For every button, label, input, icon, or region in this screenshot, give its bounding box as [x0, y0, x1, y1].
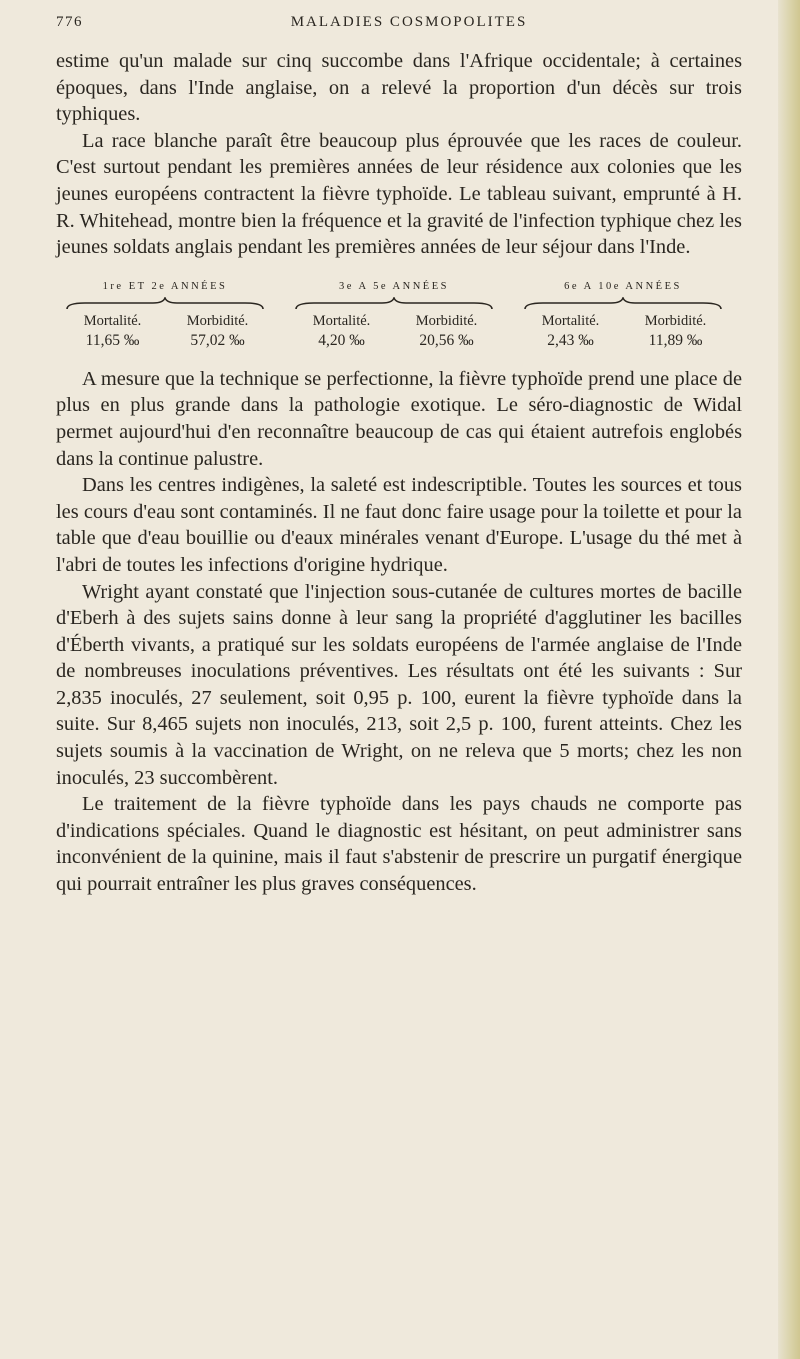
table-group-years-1-2 [60, 281, 270, 350]
group-title: 6e A 10e ANNÉES [564, 280, 682, 292]
mortalite-value: 11,65 ‰ [85, 331, 140, 349]
page-edge-shadow [778, 0, 800, 1359]
mortalite-value: 2,43 ‰ [547, 331, 594, 349]
morbidite-label: Morbidité. [186, 312, 249, 329]
paragraph: Dans les centres indigènes, la saleté est indescriptible. Toutes les sources et tous les cours d'eau sont contaminés. Il ne faut donc faire usage pour la toilette et pour la table que d'eau bouillie ou d'eaux minérales venant d'Europe. L'usage du thé met à l'abri de toutes les infections d'origine hydrique. [56, 474, 742, 576]
table-group-years-3-5 [289, 281, 499, 350]
group-title: 1re ET 2e ANNÉES [102, 280, 228, 292]
page-number: 776 [56, 14, 83, 30]
morbidite-value: 57,02 ‰ [190, 331, 245, 349]
mortalite-value: 4,20 ‰ [318, 331, 365, 349]
morbidite-label: Morbidité. [415, 312, 478, 329]
mortalite-label: Mortalité. [312, 312, 371, 329]
morbidite-label: Morbidité. [644, 312, 707, 329]
morbidite-value: 20,56 ‰ [419, 331, 474, 349]
brace-icon [523, 297, 723, 311]
mortality-table [56, 281, 742, 350]
paragraph: A mesure que la technique se perfectionne, la fièvre typhoïde prend une place de plus en plus grande dans la pathologie exotique. Le séro-diagnostic de Widal permet aujourd'hui d'en reconnaître beaucoup de cas qui étaient autrefois englobés dans la continue palustre. [56, 367, 742, 470]
paragraph: estime qu'un malade sur cinq succombe dans l'Afrique occidentale; à certaines époques, dans l'Inde anglaise, on a relevé la proportion d'un décès sur trois typhiques. [56, 50, 742, 126]
group-title: 3e A 5e ANNÉES [339, 280, 449, 292]
brace-icon [65, 297, 265, 311]
paragraph: La race blanche paraît être beaucoup plus éprouvée que les races de couleur. C'est surtout pendant les premières années de leur résidence aux colonies que les jeunes européens contractent la fièvre typhoïde. Le tableau suivant, emprunté à H. R. Whitehead, montre bien la fréquence et la gravité de l'infection typhique chez les jeunes soldats anglais pendant les premières années de leur séjour dans l'Inde. [56, 129, 742, 259]
mortalite-label: Mortalité. [541, 312, 600, 329]
paragraph: Le traitement de la fièvre typhoïde dans les pays chauds ne comporte pas d'indications spéciales. Quand le diagnostic est hésitant, on peut administrer sans inconvénient de la quinine, mais il faut s'abstenir de prescrire un purgatif énergique qui pourrait entraîner les plus graves conséquences. [56, 793, 742, 896]
table-group-years-6-10 [518, 281, 728, 350]
book-page [56, 14, 742, 898]
mortalite-label: Mortalité. [83, 312, 142, 329]
running-title: MALADIES COSMOPOLITES [290, 14, 528, 30]
morbidite-value: 11,89 ‰ [648, 331, 703, 349]
running-header [56, 14, 742, 48]
brace-icon [294, 297, 494, 311]
paragraph: Wright ayant constaté que l'injection sous-cutanée de cultures mortes de bacille d'Eberh à des sujets sains donne à leur sang la propriété d'agglutiner les bacilles d'Éberth vivants, a pratiqué sur les soldats européens de l'armée anglaise de l'Inde de nombreuses inoculations préventives. Les résultats ont été les suivants : Sur 2,835 inoculés, 27 seulement, soit 0,95 p. 100, eurent la fièvre typhoïde dans la suite. Sur 8,465 sujets non inoculés, 213, soit 2,5 p. 100, furent atteints. Chez les sujets soumis à la vaccination de Wright, on ne releva que 5 morts; chez les non inoculés, 23 succombèrent. [56, 580, 742, 789]
